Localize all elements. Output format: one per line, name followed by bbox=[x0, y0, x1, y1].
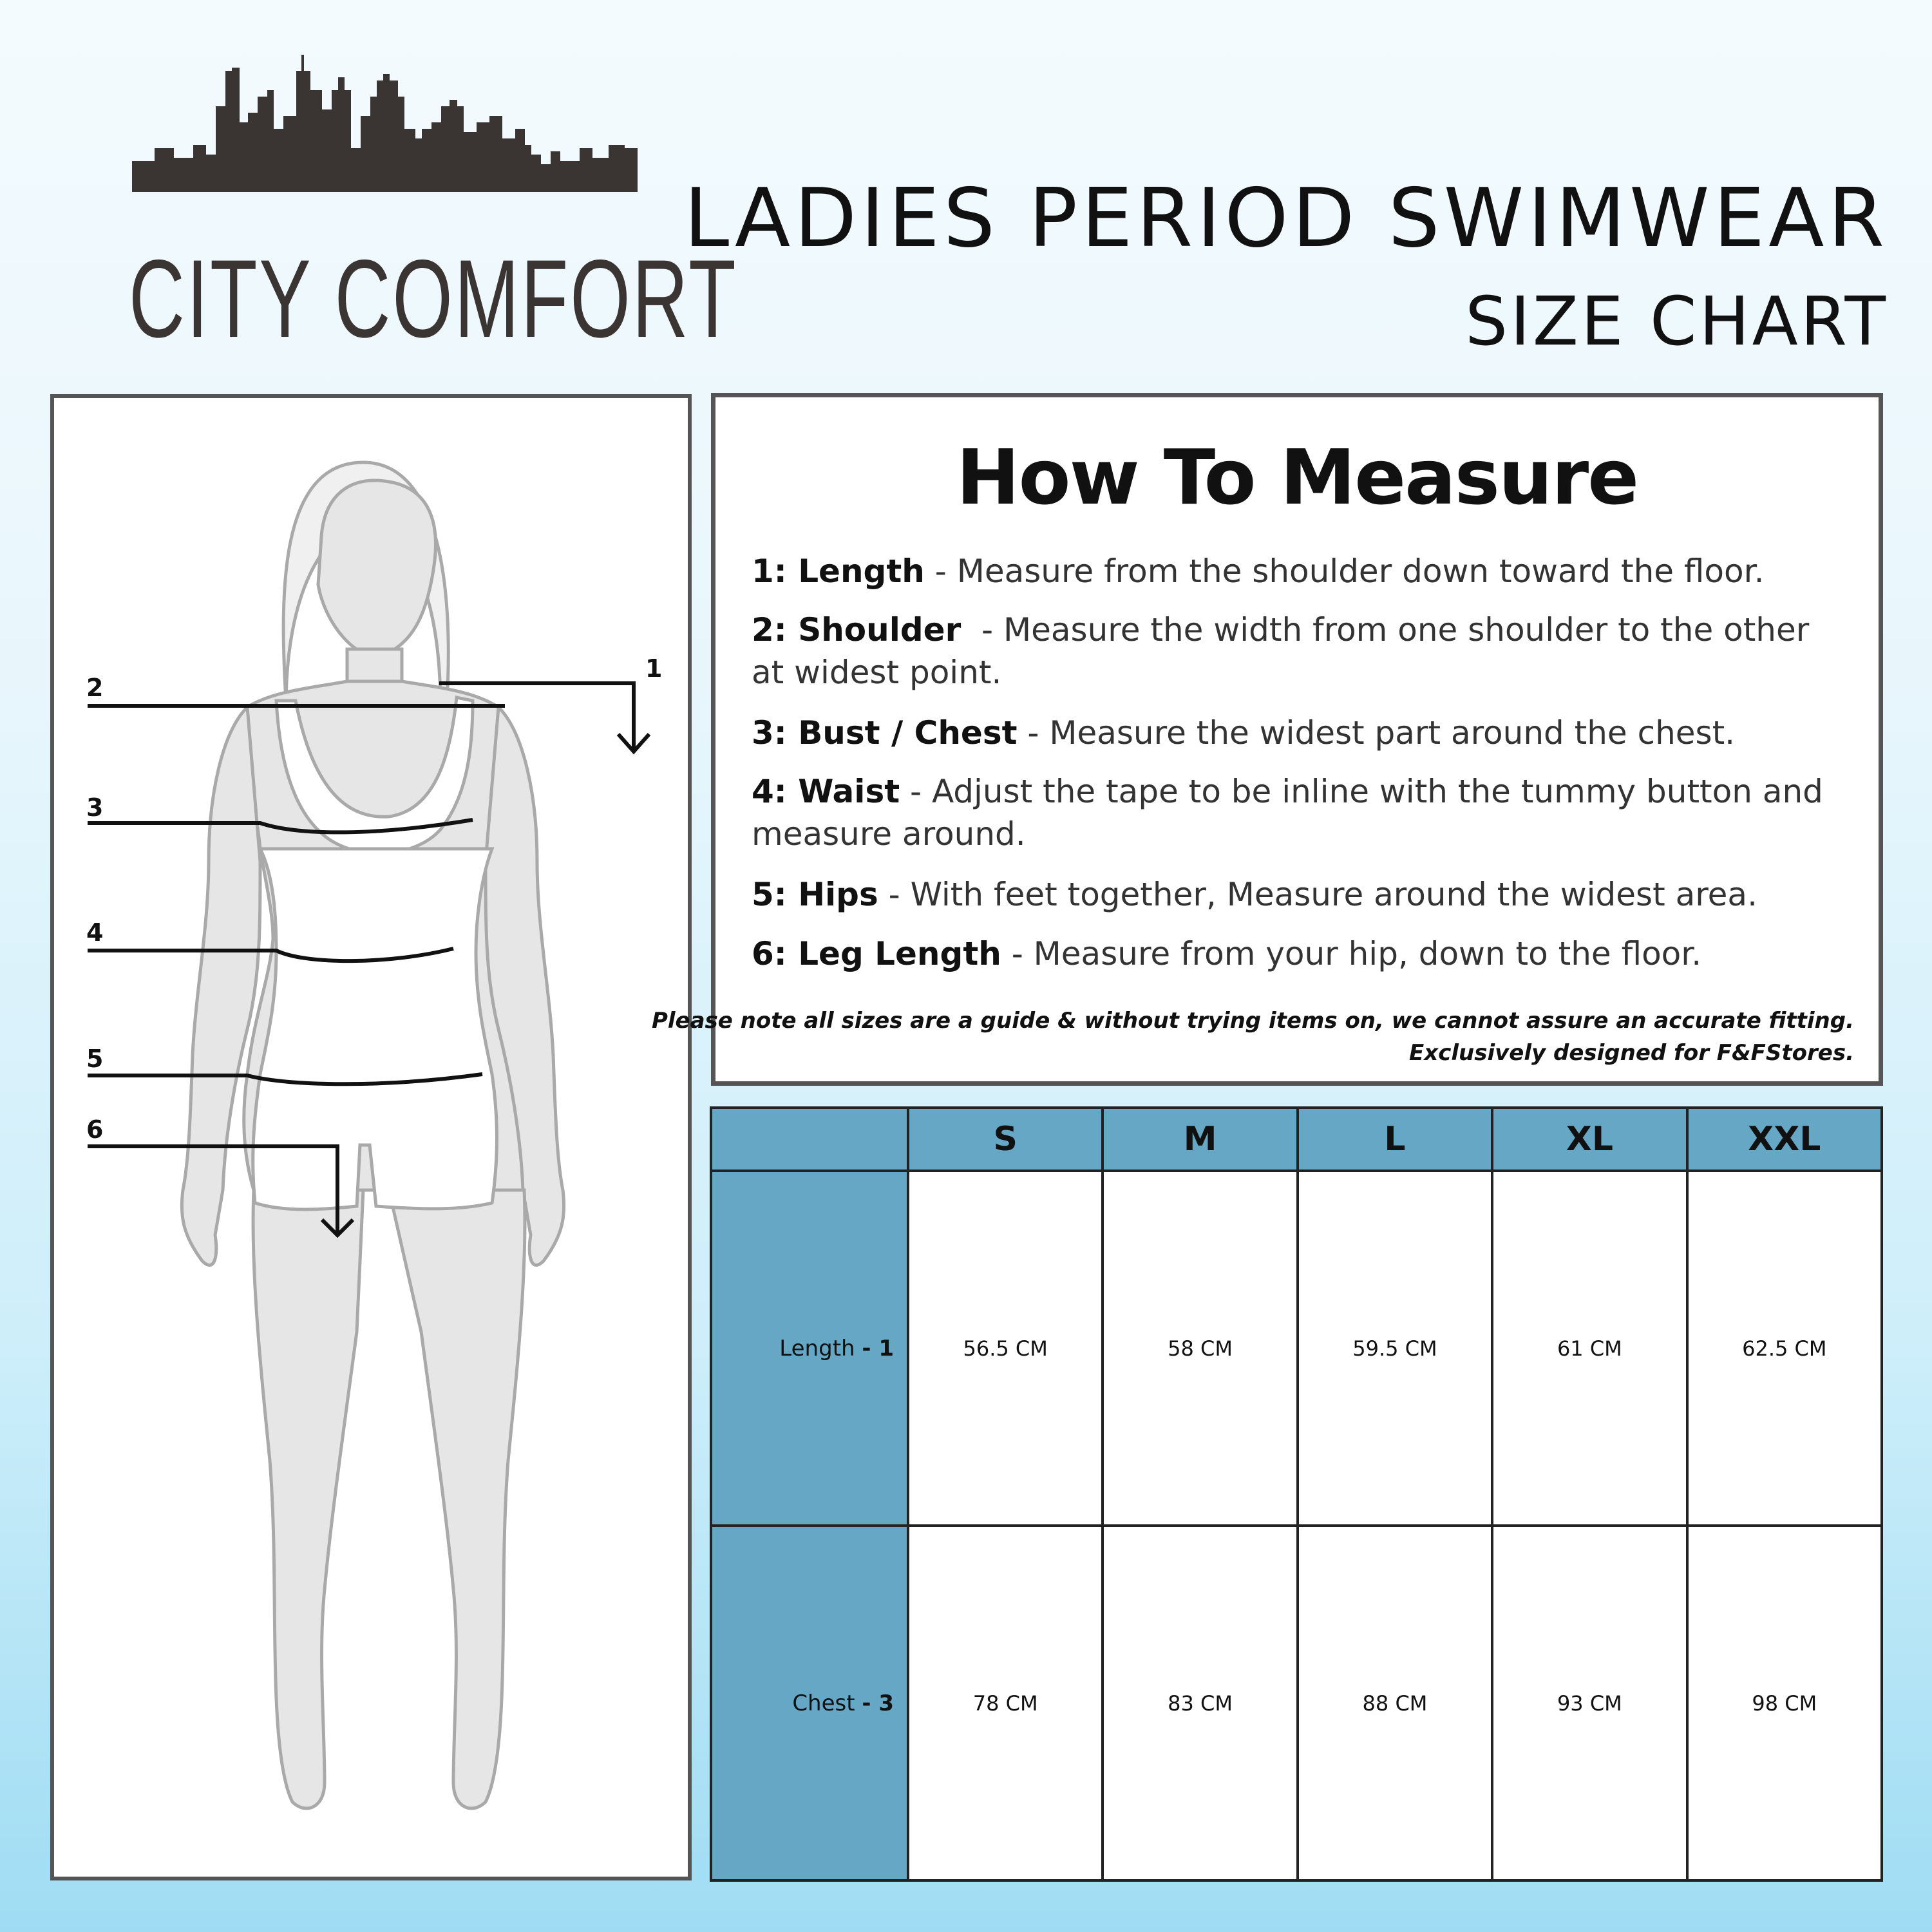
measure-label-4: 4 bbox=[86, 918, 104, 947]
instruction-shoulder bbox=[752, 609, 1846, 694]
city-skyline-icon bbox=[129, 52, 644, 193]
page-subtitle: SIZE CHART bbox=[1465, 282, 1888, 361]
size-header-xl: XL bbox=[1492, 1108, 1687, 1171]
measure-label-2: 2 bbox=[86, 674, 104, 702]
instruction-label: 4: Waist bbox=[752, 773, 900, 810]
table-cell: 59.5 CM bbox=[1298, 1171, 1492, 1526]
measure-label-1: 1 bbox=[645, 654, 663, 683]
instruction-label: 2: Shoulder bbox=[752, 611, 961, 649]
size-chart-table bbox=[710, 1106, 1883, 1882]
instruction-length bbox=[752, 550, 1846, 592]
how-to-measure-heading: How To Measure bbox=[956, 433, 1638, 522]
instruction-label: 6: Leg Length bbox=[752, 935, 1001, 972]
table-row bbox=[711, 1526, 1882, 1880]
table-cell: 98 CM bbox=[1687, 1526, 1882, 1880]
instruction-label: 1: Length bbox=[752, 553, 925, 590]
measure-label-5: 5 bbox=[86, 1045, 104, 1073]
size-header-m: M bbox=[1103, 1108, 1297, 1171]
brand-logo bbox=[129, 52, 738, 361]
table-cell: 58 CM bbox=[1103, 1171, 1297, 1526]
instruction-text: - Measure from your hip, down to the floor. bbox=[1001, 935, 1702, 972]
table-cell: 83 CM bbox=[1103, 1526, 1297, 1880]
instruction-hips bbox=[752, 873, 1846, 916]
row-ref: - 1 bbox=[862, 1335, 894, 1361]
table-cell: 62.5 CM bbox=[1687, 1171, 1882, 1526]
measure-label-6: 6 bbox=[86, 1115, 104, 1144]
row-header-length bbox=[711, 1171, 908, 1526]
table-corner-cell bbox=[711, 1108, 908, 1171]
instruction-text: - Measure the widest part around the chest. bbox=[1017, 714, 1736, 752]
body-silhouette-icon bbox=[54, 398, 688, 1877]
table-cell: 78 CM bbox=[908, 1526, 1103, 1880]
brand-name: CITY COMFORT bbox=[129, 237, 738, 361]
table-header-row bbox=[711, 1108, 1882, 1171]
instruction-text: - With feet together, Measure around the widest area. bbox=[878, 876, 1757, 913]
instruction-waist bbox=[752, 770, 1846, 855]
row-ref: - 3 bbox=[862, 1690, 894, 1716]
instruction-bust-chest bbox=[752, 712, 1846, 754]
measure-label-3: 3 bbox=[86, 793, 104, 822]
table-cell: 56.5 CM bbox=[908, 1171, 1103, 1526]
instruction-text: - Measure the width from one shoulder to the other at widest point. bbox=[752, 611, 1820, 691]
table-cell: 61 CM bbox=[1492, 1171, 1687, 1526]
row-header-chest bbox=[711, 1526, 908, 1880]
instruction-label: 3: Bust / Chest bbox=[752, 714, 1018, 752]
table-row bbox=[711, 1171, 1882, 1526]
disclaimer-note: Please note all sizes are a guide & without trying items on, we cannot assure an accurate fitting. bbox=[651, 1008, 1854, 1034]
table-cell: 88 CM bbox=[1298, 1526, 1492, 1880]
size-header-s: S bbox=[908, 1108, 1103, 1171]
row-name: Length bbox=[779, 1335, 855, 1361]
instruction-label: 5: Hips bbox=[752, 876, 878, 913]
size-header-xxl: XXL bbox=[1687, 1108, 1882, 1171]
instruction-text: - Adjust the tape to be inline with the tummy button and measure around. bbox=[752, 773, 1823, 853]
size-header-l: L bbox=[1298, 1108, 1492, 1171]
how-to-measure-panel bbox=[651, 393, 1883, 1086]
instruction-text: - Measure from the shoulder down toward the floor. bbox=[924, 553, 1765, 590]
page-title: LADIES PERIOD SWIMWEAR bbox=[683, 171, 1888, 265]
body-figure-panel bbox=[50, 394, 692, 1880]
table-cell: 93 CM bbox=[1492, 1526, 1687, 1880]
designer-note: Exclusively designed for F&FStores. bbox=[1409, 1040, 1854, 1066]
row-name: Chest bbox=[792, 1690, 855, 1716]
instruction-leg-length bbox=[752, 933, 1846, 975]
